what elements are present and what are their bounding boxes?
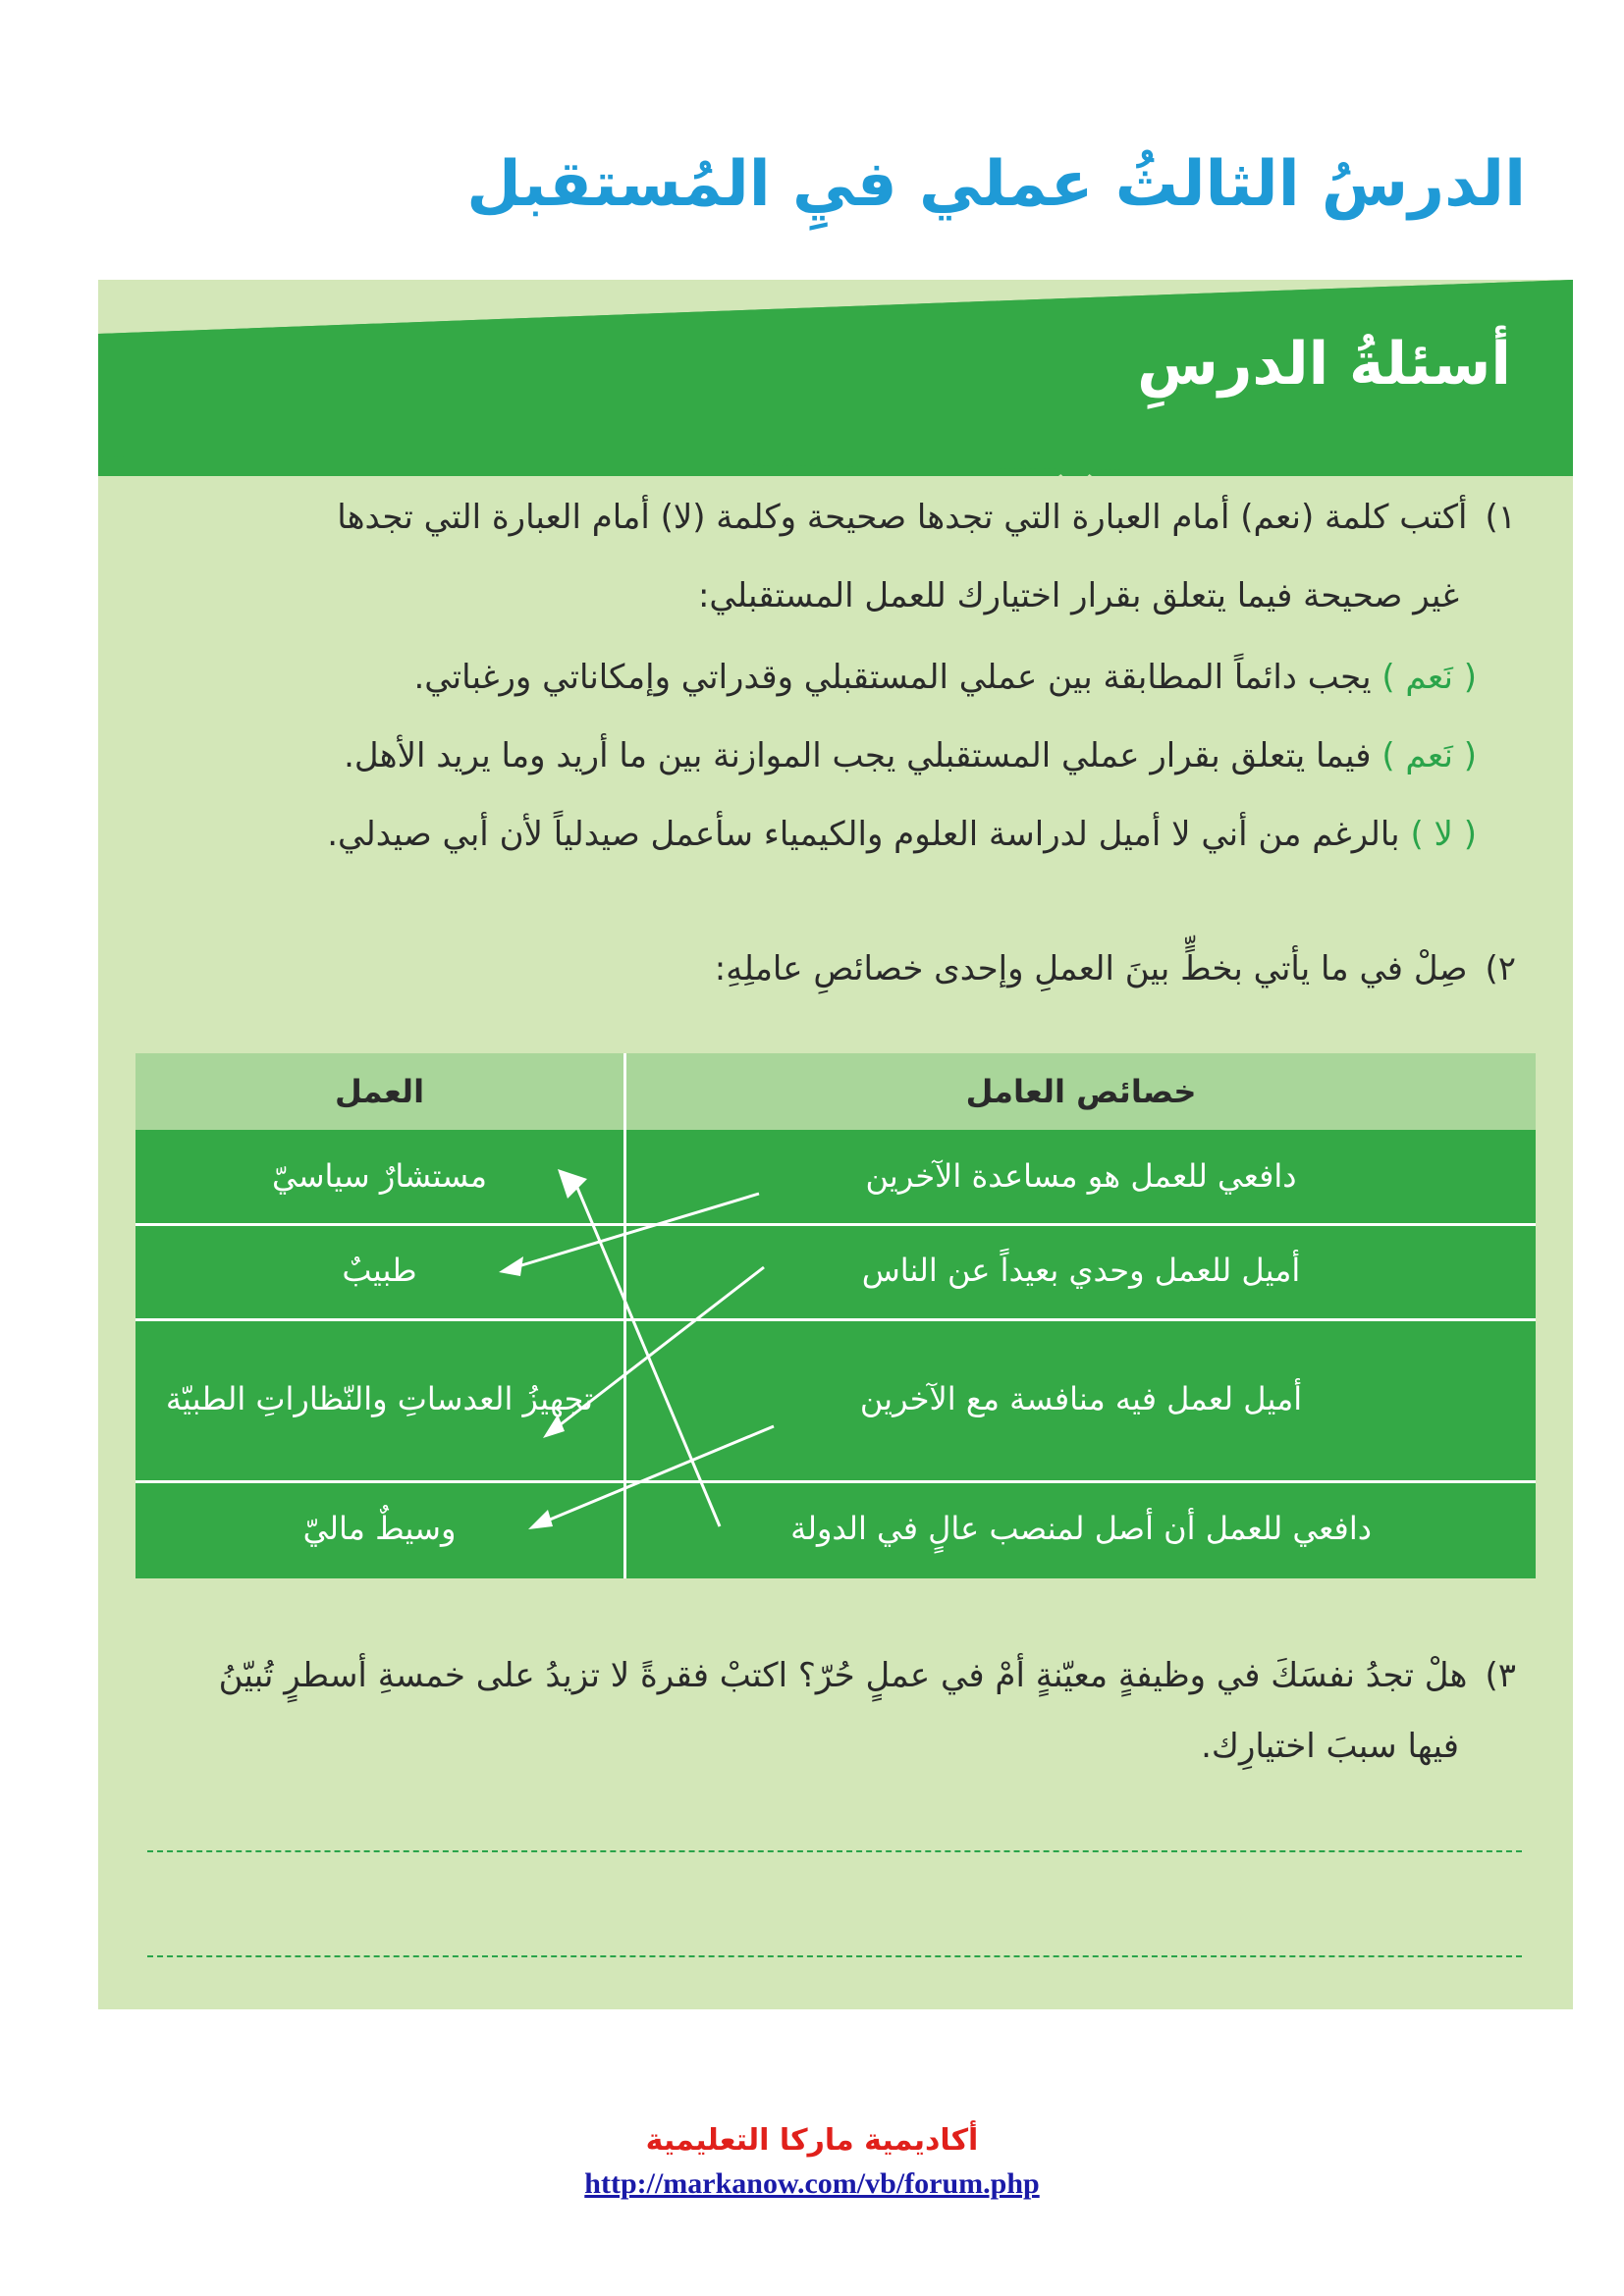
q1-item-2-text: فيما يتعلق بقرار عملي المستقبلي يجب الموازنة بين ما أريد وما يريد الأهل. [344, 736, 1372, 775]
answer-line[interactable] [147, 1850, 1522, 1852]
matching-lines [135, 1053, 1536, 1578]
q3-line2: فيها سببَ اختيارِك. [1201, 1727, 1459, 1766]
trait-cell: دافعي للعمل هو مساعدة الآخرين [865, 1156, 1297, 1195]
job-cell: تجهيزُ العدساتِ والنّظاراتِ الطبيّة [165, 1379, 594, 1417]
q1-item-3-answer: ( لا ) [1410, 815, 1477, 854]
q1-item-1-answer: ( نَعم ) [1381, 658, 1477, 697]
forum-link[interactable]: http://markanow.com/vb/forum.php [584, 2167, 1040, 2200]
q2-number: ٢) [1485, 949, 1516, 988]
arrow-head [528, 1510, 553, 1529]
job-cell: وسيطٌ ماليّ [302, 1510, 457, 1548]
header-job: العمل [334, 1073, 425, 1110]
q1-item-3 [327, 813, 1477, 856]
trait-cell: دافعي للعمل أن أصل لمنصب عالٍ في الدولة [790, 1510, 1372, 1548]
job-cell: طبيبٌ [342, 1251, 417, 1289]
q1-item-2 [344, 734, 1477, 777]
arrow-head [543, 1415, 565, 1438]
q2-instruction: ٢)صِلْ في ما يأتي بخطٍّ بينَ العملِ وإحدى خصائصِ عاملِهِ: [715, 947, 1516, 990]
lesson-title: الدرسُ الثالثُ عملي فيِ المُستقبل [466, 148, 1526, 221]
section-title: أسئلةُ الدرسِ [1137, 330, 1511, 399]
trait-cell: أميل للعمل وحدي بعيداً عن الناس [861, 1251, 1301, 1289]
answer-line[interactable] [147, 1955, 1522, 1957]
header-traits: خصائص العامل [965, 1073, 1197, 1110]
q3-number: ٣) [1485, 1656, 1516, 1695]
q1-line2: غير صحيحة فيما يتعلق بقرار اختيارك للعمل المستقبلي: [697, 576, 1459, 615]
q1-item-3-text: بالرغم من أني لا أميل لدراسة العلوم والكيمياء سأعمل صيدلياً لأن أبي صيدلي. [327, 815, 1400, 854]
q3-line1: ٣)هلْ تجدُ نفسَكَ في وظيفةٍ معيّنةٍ أمْ في عملٍ حُرّ؟ اكتبْ فقرةً لا تزيدُ على خمسةِ أسطرٍ تُبيّنُ [219, 1654, 1516, 1697]
trait-cell: أميل لعمل فيه منافسة مع الآخرين [859, 1379, 1303, 1417]
q1-item-1 [414, 656, 1478, 699]
q1-line1: ١)أكتب كلمة (نعم) أمام العبارة التي تجدها صحيحة وكلمة (لا) أمام العبارة التي تجدها [337, 496, 1516, 539]
academy-name: أكاديمية ماركا التعليمية [645, 2123, 979, 2158]
q1-item-2-answer: ( نَعم ) [1381, 736, 1477, 775]
arrow-head [499, 1256, 523, 1276]
job-cell: مستشارٌ سياسيّ [272, 1156, 487, 1195]
q1-number: ١) [1485, 498, 1516, 537]
q1-item-1-text: يجب دائماً المطابقة بين عملي المستقبلي وقدراتي وإمكاناتي ورغباتي. [413, 658, 1372, 697]
arrow-head [558, 1169, 587, 1199]
